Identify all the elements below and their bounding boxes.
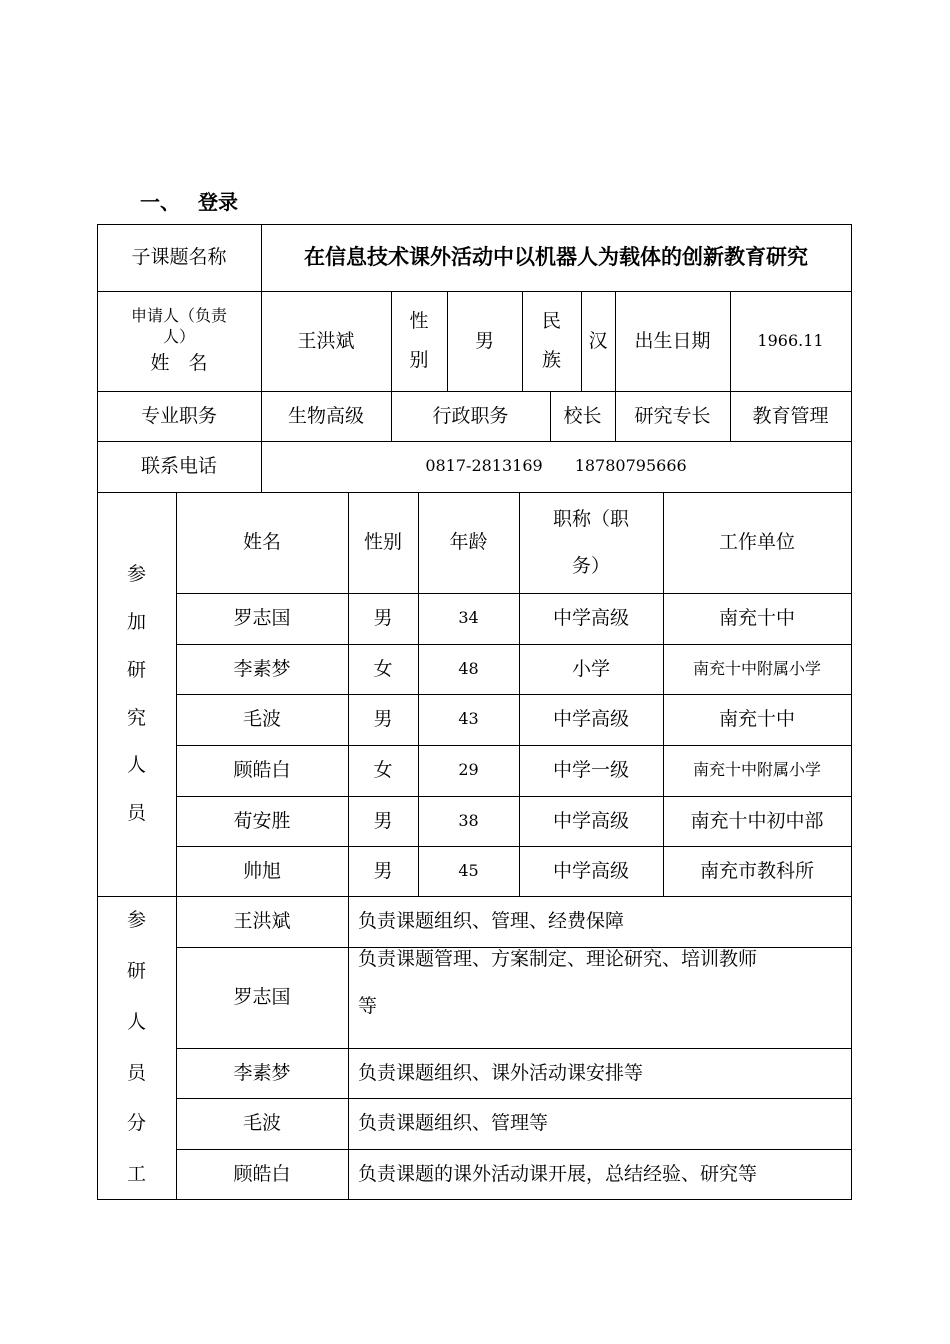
header-age: 年龄: [449, 531, 488, 554]
duty-text: 负责课题组织、课外活动课安排等: [358, 1061, 644, 1084]
member-name: 荀安胜: [233, 809, 291, 832]
ethnic-value: 汉: [588, 329, 608, 352]
ethnic-label: [522, 291, 581, 391]
prof-value: 生物高级: [287, 404, 364, 427]
member-name: 顾皓白: [233, 759, 291, 782]
member-age: 43: [458, 709, 479, 729]
member-age: 29: [458, 760, 479, 780]
member-title: 中学高级: [552, 809, 629, 832]
gender-label: [391, 291, 447, 391]
section-title: 登录: [198, 190, 238, 214]
members-side-char: 参: [126, 563, 146, 586]
member-title: 小学: [571, 657, 610, 680]
gender-value: 男: [474, 329, 494, 352]
member-name: 帅旭: [242, 859, 281, 882]
member-title: 中学高级: [552, 607, 629, 630]
header-title-line-2: 务）: [571, 554, 610, 577]
phone-label: 联系电话: [140, 455, 217, 478]
member-name: 毛波: [242, 708, 281, 731]
duties-side-label: [97, 896, 176, 1199]
duty-text: 负责课题组织、管理、经费保障: [358, 910, 625, 933]
members-side-char: 研: [126, 658, 146, 681]
header-name: 姓名: [242, 531, 281, 554]
topic-value: 在信息技术课外活动中以机器人为载体的创新教育研究: [304, 244, 808, 269]
duty-name: 毛波: [242, 1112, 281, 1135]
members-side-char: 员: [126, 801, 146, 824]
member-unit: 南充十中附属小学: [692, 760, 821, 780]
member-gender: 女: [373, 759, 393, 782]
member-title: 中学一级: [552, 759, 629, 782]
member-unit: 南充十中初中部: [690, 809, 824, 832]
applicant-label-line-1: 申请人（负责: [130, 305, 227, 325]
member-unit: 南充十中: [718, 607, 795, 630]
duties-side-char: 工: [126, 1162, 146, 1185]
admin-label: 行政职务: [432, 404, 509, 427]
header-gender: 性别: [363, 531, 402, 554]
members-side-char: 究: [126, 706, 146, 729]
applicant-name: 王洪斌: [297, 329, 355, 352]
section-number: 一、: [140, 190, 180, 214]
member-age: 48: [458, 658, 479, 678]
members-side-char: 加: [126, 611, 146, 634]
duties-side-char: 研: [126, 960, 146, 983]
duties-side-char: 参: [126, 909, 146, 932]
research-label: 研究专长: [634, 404, 711, 427]
ethnic-label-line-1: 民: [541, 310, 561, 333]
phone-value: 0817-2813169 18780795666: [425, 456, 687, 476]
duties-side-char: 员: [126, 1061, 146, 1084]
member-gender: 女: [373, 657, 393, 680]
member-unit: 南充十中: [718, 708, 795, 731]
member-unit: 南充十中附属小学: [692, 658, 821, 678]
member-gender: 男: [373, 859, 393, 882]
applicant-label-line-2: 人）: [162, 326, 195, 346]
topic-label: 子课题名称: [131, 246, 227, 269]
birth-label: 出生日期: [634, 329, 711, 352]
applicant-label-line-3: 姓 名: [150, 352, 208, 375]
header-title-line-1: 职称（职: [552, 507, 629, 530]
duties-side-char: 人: [126, 1010, 146, 1033]
gender-label-line-2: 别: [409, 349, 429, 371]
admin-value: 校长: [563, 404, 602, 427]
member-title: 中学高级: [552, 708, 629, 731]
member-unit: 南充市教科所: [699, 859, 814, 882]
duties-side-char: 分: [126, 1112, 146, 1135]
applicant-label: [97, 291, 261, 391]
gender-label-line-1: 性: [409, 310, 429, 333]
ethnic-label-line-2: 族: [541, 349, 561, 371]
members-side-label: [97, 492, 176, 896]
duty-name: 罗志国: [233, 986, 291, 1009]
members-side-char: 人: [126, 754, 146, 777]
member-age: 38: [458, 810, 479, 830]
duty-text: 负责课题组织、管理等: [358, 1112, 549, 1135]
section-heading: [140, 186, 238, 215]
research-value: 教育管理: [752, 404, 829, 427]
duty-name: 李素梦: [233, 1061, 291, 1084]
member-gender: 男: [373, 708, 393, 731]
duty-text: 负责课题的课外活动课开展，总结经验、研究等: [358, 1162, 758, 1185]
duty-text-line-1: 负责课题管理、方案制定、理论研究、培训教师: [358, 948, 758, 970]
duty-text: [348, 947, 851, 1048]
member-name: 李素梦: [233, 657, 291, 680]
header-unit: 工作单位: [718, 531, 795, 554]
birth-value: 1966.11: [757, 330, 824, 350]
member-name: 罗志国: [233, 607, 291, 630]
member-age: 34: [458, 608, 479, 628]
member-gender: 男: [373, 607, 393, 630]
duty-name: 顾皓白: [233, 1162, 291, 1185]
prof-label: 专业职务: [140, 404, 217, 427]
member-age: 45: [458, 860, 479, 880]
header-title: [519, 492, 663, 593]
duty-name: 王洪斌: [233, 910, 291, 933]
member-title: 中学高级: [552, 859, 629, 882]
member-gender: 男: [373, 809, 393, 832]
duty-text-line-2: 等: [358, 994, 378, 1017]
